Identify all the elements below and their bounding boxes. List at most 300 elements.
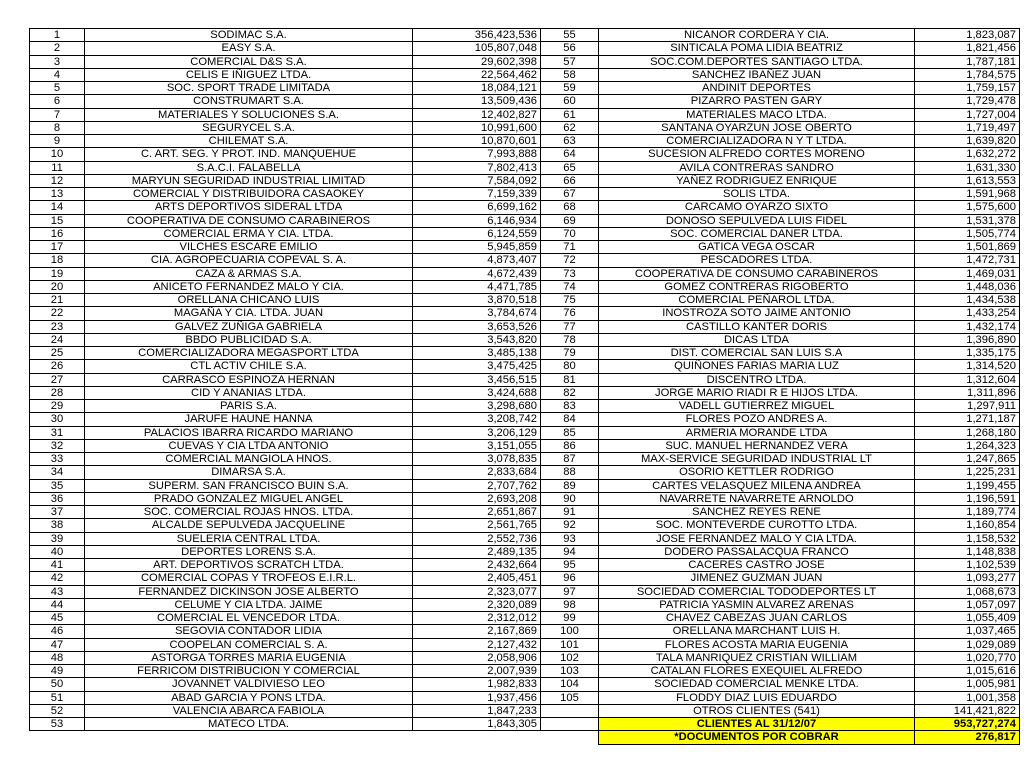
client-name-cell: CACERES CASTRO JOSE xyxy=(599,559,915,572)
table-row xyxy=(30,479,1020,492)
client-name-cell: ORELLANA CHICANO LUIS xyxy=(85,294,413,307)
rank-cell: 21 xyxy=(30,294,85,307)
amount-cell: 1,787,181 xyxy=(915,55,1020,68)
amount-cell: 2,405,451 xyxy=(413,572,541,585)
rank-cell: 8 xyxy=(30,121,85,134)
client-name-cell: SOC. MONTEVERDE CUROTTO LTDA. xyxy=(599,519,915,532)
rank-cell: 66 xyxy=(541,174,599,187)
table-row xyxy=(30,625,1020,638)
rank-cell: 86 xyxy=(541,439,599,452)
client-name-cell: MARYUN SEGURIDAD INDUSTRIAL LIMITAD xyxy=(85,174,413,187)
client-name-cell: ASTORGA TORRES MARIA EUGENIA xyxy=(85,651,413,664)
amount-cell: 1,632,272 xyxy=(915,148,1020,161)
client-name-cell: INOSTROZA SOTO JAIME ANTONIO xyxy=(599,307,915,320)
rank-cell: 51 xyxy=(30,691,85,704)
rank-cell: 28 xyxy=(30,386,85,399)
amount-cell: 1,501,869 xyxy=(915,241,1020,254)
table-row xyxy=(30,307,1020,320)
rank-cell: 98 xyxy=(541,598,599,611)
amount-cell: 356,423,536 xyxy=(413,29,541,42)
client-name-cell: MATERIALES Y SOLUCIONES S.A. xyxy=(85,108,413,121)
amount-cell: 1,057,097 xyxy=(915,598,1020,611)
amount-cell: 1,982,833 xyxy=(413,678,541,691)
rank-cell: 68 xyxy=(541,201,599,214)
table-row xyxy=(30,718,1020,731)
client-name-cell: COOPERATIVA DE CONSUMO CARABINEROS xyxy=(599,267,915,280)
client-name-cell: CARRASCO ESPINOZA HERNAN xyxy=(85,373,413,386)
amount-cell: 1,264,323 xyxy=(915,439,1020,452)
client-name-cell: CTL ACTIV CHILE S.A. xyxy=(85,360,413,373)
client-name-cell: ART. DEPORTIVOS SCRATCH LTDA. xyxy=(85,559,413,572)
client-name-cell: PRADO GONZALEZ MIGUEL ANGEL xyxy=(85,492,413,505)
amount-cell: 2,127,432 xyxy=(413,638,541,651)
table-row xyxy=(30,585,1020,598)
client-name-cell: PIZARRO PASTEN GARY xyxy=(599,95,915,108)
amount-cell: 1,719,497 xyxy=(915,121,1020,134)
client-name-cell: OSORIO KETTLER RODRIGO xyxy=(599,466,915,479)
rank-cell: 37 xyxy=(30,506,85,519)
client-name-cell: CID Y ANANIAS LTDA. xyxy=(85,386,413,399)
client-name-cell: COOPELAN COMERCIAL S. A. xyxy=(85,638,413,651)
table-row xyxy=(30,135,1020,148)
amount-cell: 1,199,455 xyxy=(915,479,1020,492)
table-row xyxy=(30,532,1020,545)
rank-cell: 24 xyxy=(30,333,85,346)
amount-cell: 2,312,012 xyxy=(413,612,541,625)
amount-cell: 4,471,785 xyxy=(413,280,541,293)
table-row xyxy=(30,188,1020,201)
table-row xyxy=(30,373,1020,386)
table-row xyxy=(30,598,1020,611)
client-name-cell: PALACIOS IBARRA RICARDO MARIANO xyxy=(85,426,413,439)
rank-cell: 60 xyxy=(541,95,599,108)
client-name-cell: QUIÑONES FARIAS MARIA LUZ xyxy=(599,360,915,373)
rank-cell: 44 xyxy=(30,598,85,611)
table-row xyxy=(30,108,1020,121)
client-name-cell: ARTS DEPORTIVOS SIDERAL LTDA xyxy=(85,201,413,214)
amount-cell: 2,058,906 xyxy=(413,651,541,664)
amount-cell: 1,020,770 xyxy=(915,651,1020,664)
table-row xyxy=(30,254,1020,267)
amount-cell: 2,561,765 xyxy=(413,519,541,532)
clients-table-body xyxy=(30,29,1020,745)
rank-cell: 40 xyxy=(30,545,85,558)
rank-cell: 17 xyxy=(30,241,85,254)
rank-cell: 11 xyxy=(30,161,85,174)
rank-cell: 102 xyxy=(541,651,599,664)
rank-cell: 58 xyxy=(541,68,599,81)
client-name-cell: MAGAÑA Y CIA. LTDA. JUAN xyxy=(85,307,413,320)
client-name-cell: COOPERATIVA DE CONSUMO CARABINEROS xyxy=(85,214,413,227)
client-name-cell: PESCADORES LTDA. xyxy=(599,254,915,267)
client-name-cell: NICANOR CORDERA Y CIA. xyxy=(599,29,915,42)
amount-cell: 2,707,762 xyxy=(413,479,541,492)
rank-cell: 5 xyxy=(30,82,85,95)
rank-cell: 69 xyxy=(541,214,599,227)
table-row xyxy=(30,29,1020,42)
rank-cell: 30 xyxy=(30,413,85,426)
table-row xyxy=(30,492,1020,505)
rank-cell: 39 xyxy=(30,532,85,545)
table-row xyxy=(30,227,1020,240)
client-name-cell: COMERCIAL COPAS Y TROFEOS E.I.R.L. xyxy=(85,572,413,585)
amount-cell: 1,759,157 xyxy=(915,82,1020,95)
client-name-cell: SANTANA OYARZUN JOSE OBERTO xyxy=(599,121,915,134)
client-name-cell: SEGOVIA CONTADOR LIDIA xyxy=(85,625,413,638)
table-row xyxy=(30,413,1020,426)
rank-cell: 18 xyxy=(30,254,85,267)
client-name-cell: SOC. SPORT TRADE LIMITADA xyxy=(85,82,413,95)
rank-cell: 57 xyxy=(541,55,599,68)
rank-cell: 72 xyxy=(541,254,599,267)
amount-cell: 7,993,888 xyxy=(413,148,541,161)
client-name-cell: JIMENEZ GUZMAN JUAN xyxy=(599,572,915,585)
client-name-cell: SANCHEZ IBAÑEZ JUAN xyxy=(599,68,915,81)
amount-cell: 1,823,087 xyxy=(915,29,1020,42)
amount-cell: 2,432,664 xyxy=(413,559,541,572)
amount-cell: 1,225,231 xyxy=(915,466,1020,479)
rank-cell: 59 xyxy=(541,82,599,95)
amount-cell: 1,247,865 xyxy=(915,453,1020,466)
amount-cell: 141,421,822 xyxy=(915,704,1020,717)
rank-cell: 41 xyxy=(30,559,85,572)
amount-cell: 7,584,092 xyxy=(413,174,541,187)
amount-cell: 1,102,539 xyxy=(915,559,1020,572)
client-name-cell: SEGURYCEL S.A. xyxy=(85,121,413,134)
client-name-cell: SODIMAC S.A. xyxy=(85,29,413,42)
rank-cell: 45 xyxy=(30,612,85,625)
amount-cell: 3,784,674 xyxy=(413,307,541,320)
rank-cell: 48 xyxy=(30,651,85,664)
client-name-cell: GOMEZ CONTRERAS RIGOBERTO xyxy=(599,280,915,293)
amount-cell: 6,699,162 xyxy=(413,201,541,214)
rank-cell: 1 xyxy=(30,29,85,42)
rank-cell: 87 xyxy=(541,453,599,466)
client-name-cell: SUCESION ALFREDO CORTES MORENO xyxy=(599,148,915,161)
amount-cell: 1,093,277 xyxy=(915,572,1020,585)
rank-cell: 12 xyxy=(30,174,85,187)
empty-cell xyxy=(30,731,85,744)
rank-cell: 88 xyxy=(541,466,599,479)
rank-cell: 22 xyxy=(30,307,85,320)
rank-cell: 3 xyxy=(30,55,85,68)
amount-cell: 1,001,358 xyxy=(915,691,1020,704)
rank-cell: 10 xyxy=(30,148,85,161)
client-name-cell: CONSTRUMART S.A. xyxy=(85,95,413,108)
clients-table xyxy=(29,28,1020,745)
table-row xyxy=(30,545,1020,558)
client-name-cell: SOLIS LTDA. xyxy=(599,188,915,201)
rank-cell: 84 xyxy=(541,413,599,426)
table-row xyxy=(30,519,1020,532)
rank-cell: 33 xyxy=(30,453,85,466)
table-row xyxy=(30,280,1020,293)
amount-cell: 1,148,838 xyxy=(915,545,1020,558)
client-name-cell: PARIS S.A. xyxy=(85,400,413,413)
table-row xyxy=(30,453,1020,466)
amount-cell: 1,432,174 xyxy=(915,320,1020,333)
client-name-cell: DEPORTES LORENS S.A. xyxy=(85,545,413,558)
footer-row xyxy=(30,731,1020,744)
amount-cell: 1,029,089 xyxy=(915,638,1020,651)
rank-cell: 77 xyxy=(541,320,599,333)
rank-cell: 76 xyxy=(541,307,599,320)
client-name-cell: EASY S.A. xyxy=(85,42,413,55)
amount-cell: 1,335,175 xyxy=(915,347,1020,360)
amount-cell: 1,784,575 xyxy=(915,68,1020,81)
rank-cell: 38 xyxy=(30,519,85,532)
empty-cell xyxy=(85,731,413,744)
rank-cell: 96 xyxy=(541,572,599,585)
client-name-cell: DIST. COMERCIAL SAN LUIS S.A xyxy=(599,347,915,360)
table-row xyxy=(30,320,1020,333)
client-name-cell: CAZA & ARMAS S.A. xyxy=(85,267,413,280)
table-row xyxy=(30,466,1020,479)
client-name-cell: GATICA VEGA OSCAR xyxy=(599,241,915,254)
client-name-cell: SINTICALA POMA LIDIA BEATRIZ xyxy=(599,42,915,55)
table-row xyxy=(30,691,1020,704)
rank-cell: 42 xyxy=(30,572,85,585)
client-name-cell: FERNANDEZ DICKINSON JOSE ALBERTO xyxy=(85,585,413,598)
rank-cell: 81 xyxy=(541,373,599,386)
client-name-cell: AVILA CONTRERAS SANDRO xyxy=(599,161,915,174)
client-name-cell: COMERCIAL ERMA Y CIA. LTDA. xyxy=(85,227,413,240)
amount-cell: 1,729,478 xyxy=(915,95,1020,108)
client-name-cell: DICAS LTDA xyxy=(599,333,915,346)
rank-cell: 93 xyxy=(541,532,599,545)
amount-cell: 1,196,591 xyxy=(915,492,1020,505)
empty-cell xyxy=(541,731,599,744)
client-name-cell: CARCAMO OYARZO SIXTO xyxy=(599,201,915,214)
amount-cell: 6,124,559 xyxy=(413,227,541,240)
table-row xyxy=(30,612,1020,625)
amount-cell: 1,037,465 xyxy=(915,625,1020,638)
amount-cell: 3,151,055 xyxy=(413,439,541,452)
amount-cell: 3,206,129 xyxy=(413,426,541,439)
rank-cell: 91 xyxy=(541,506,599,519)
empty-cell xyxy=(413,731,541,744)
client-name-cell: ANICETO FERNANDEZ MALO Y CIA. xyxy=(85,280,413,293)
rank-cell: 90 xyxy=(541,492,599,505)
client-name-cell: GALVEZ ZUÑIGA GABRIELA xyxy=(85,320,413,333)
amount-cell: 1,531,378 xyxy=(915,214,1020,227)
amount-cell: 3,456,515 xyxy=(413,373,541,386)
rank-cell: 67 xyxy=(541,188,599,201)
client-name-cell: COMERCIAL PEÑAROL LTDA. xyxy=(599,294,915,307)
table-row xyxy=(30,426,1020,439)
table-row xyxy=(30,651,1020,664)
rank-cell: 80 xyxy=(541,360,599,373)
client-name-cell: CATALAN FLORES EXEQUIEL ALFREDO xyxy=(599,665,915,678)
amount-cell: 1,005,981 xyxy=(915,678,1020,691)
total-value-cell: 953,727,274 xyxy=(915,718,1020,731)
amount-cell: 1,937,456 xyxy=(413,691,541,704)
rank-cell: 14 xyxy=(30,201,85,214)
client-name-cell: SOCIEDAD COMERCIAL MENKE LTDA. xyxy=(599,678,915,691)
rank-cell: 49 xyxy=(30,665,85,678)
rank-cell: 73 xyxy=(541,267,599,280)
client-name-cell: COMERCIAL EL VENCEDOR LTDA. xyxy=(85,612,413,625)
rank-cell: 62 xyxy=(541,121,599,134)
rank-cell: 23 xyxy=(30,320,85,333)
client-name-cell: CUEVAS Y CIA LTDA ANTONIO xyxy=(85,439,413,452)
rank-cell: 19 xyxy=(30,267,85,280)
client-name-cell: MATERIALES MACO LTDA. xyxy=(599,108,915,121)
amount-cell: 1,727,004 xyxy=(915,108,1020,121)
client-name-cell: DONOSO SEPULVEDA LUIS FIDEL xyxy=(599,214,915,227)
table-row xyxy=(30,42,1020,55)
client-name-cell: JARUFE HAUNE HANNA xyxy=(85,413,413,426)
table-row xyxy=(30,294,1020,307)
table-row xyxy=(30,95,1020,108)
rank-cell: 71 xyxy=(541,241,599,254)
rank-cell: 15 xyxy=(30,214,85,227)
rank-cell: 53 xyxy=(30,718,85,731)
client-name-cell: JOSE FERNANDEZ MALO Y CIA LTDA. xyxy=(599,532,915,545)
amount-cell: 1,055,409 xyxy=(915,612,1020,625)
table-row xyxy=(30,400,1020,413)
rank-cell: 101 xyxy=(541,638,599,651)
amount-cell: 3,870,518 xyxy=(413,294,541,307)
client-name-cell: CHILEMAT S.A. xyxy=(85,135,413,148)
rank-cell: 13 xyxy=(30,188,85,201)
documents-label-cell: *DOCUMENTOS POR COBRAR xyxy=(599,731,915,744)
amount-cell: 10,991,600 xyxy=(413,121,541,134)
table-row xyxy=(30,201,1020,214)
rank-cell: 46 xyxy=(30,625,85,638)
amount-cell: 1,575,600 xyxy=(915,201,1020,214)
rank-cell: 63 xyxy=(541,135,599,148)
rank-cell: 9 xyxy=(30,135,85,148)
amount-cell: 2,323,077 xyxy=(413,585,541,598)
amount-cell: 1,639,820 xyxy=(915,135,1020,148)
rank-cell: 104 xyxy=(541,678,599,691)
client-name-cell: COMERCIAL D&S S.A. xyxy=(85,55,413,68)
client-name-cell: VILCHES ESCARE EMILIO xyxy=(85,241,413,254)
rank-cell: 89 xyxy=(541,479,599,492)
client-name-cell: SUC. MANUEL HERNANDEZ VERA xyxy=(599,439,915,452)
client-name-cell: COMERCIALIZADORA N Y T LTDA. xyxy=(599,135,915,148)
rank-cell: 61 xyxy=(541,108,599,121)
amount-cell: 29,602,398 xyxy=(413,55,541,68)
amount-cell: 12,402,827 xyxy=(413,108,541,121)
client-name-cell: COMERCIAL Y DISTRIBUIDORA CASAOKEY xyxy=(85,188,413,201)
rank-cell: 82 xyxy=(541,386,599,399)
rank-cell: 31 xyxy=(30,426,85,439)
client-name-cell: ABAD GARCIA Y PONS LTDA. xyxy=(85,691,413,704)
client-name-cell: JOVANNET VALDIVIESO LEO xyxy=(85,678,413,691)
rank-cell: 16 xyxy=(30,227,85,240)
table-row xyxy=(30,665,1020,678)
amount-cell: 1,433,254 xyxy=(915,307,1020,320)
table-row xyxy=(30,333,1020,346)
rank-cell: 100 xyxy=(541,625,599,638)
client-name-cell: CELIS E IÑIGUEZ LTDA. xyxy=(85,68,413,81)
rank-cell: 20 xyxy=(30,280,85,293)
amount-cell: 1,469,031 xyxy=(915,267,1020,280)
rank-cell: 36 xyxy=(30,492,85,505)
client-name-cell: SOCIEDAD COMERCIAL TODODEPORTES LT xyxy=(599,585,915,598)
amount-cell: 1,189,774 xyxy=(915,506,1020,519)
client-name-cell: COMERCIAL MANGIOLA HNOS. xyxy=(85,453,413,466)
amount-cell: 1,314,520 xyxy=(915,360,1020,373)
amount-cell: 1,448,036 xyxy=(915,280,1020,293)
rank-cell: 83 xyxy=(541,400,599,413)
rank-cell: 103 xyxy=(541,665,599,678)
client-name-cell: ANDINIT DEPORTES xyxy=(599,82,915,95)
rank-cell: 2 xyxy=(30,42,85,55)
amount-cell: 3,653,526 xyxy=(413,320,541,333)
amount-cell: 3,485,138 xyxy=(413,347,541,360)
amount-cell: 13,509,436 xyxy=(413,95,541,108)
table-row xyxy=(30,386,1020,399)
table-row xyxy=(30,82,1020,95)
amount-cell: 2,651,867 xyxy=(413,506,541,519)
rank-cell: 25 xyxy=(30,347,85,360)
client-name-cell: SANCHEZ REYES RENE xyxy=(599,506,915,519)
table-row xyxy=(30,148,1020,161)
client-name-cell: YAÑEZ RODRIGUEZ ENRIQUE xyxy=(599,174,915,187)
rank-cell: 56 xyxy=(541,42,599,55)
rank-cell: 4 xyxy=(30,68,85,81)
amount-cell: 22,564,462 xyxy=(413,68,541,81)
amount-cell: 2,167,869 xyxy=(413,625,541,638)
client-name-cell: FLODDY DIAZ LUIS EDUARDO xyxy=(599,691,915,704)
amount-cell: 1,847,233 xyxy=(413,704,541,717)
rank-cell: 34 xyxy=(30,466,85,479)
client-name-cell: ARMERIA MORANDE LTDA xyxy=(599,426,915,439)
amount-cell: 105,807,048 xyxy=(413,42,541,55)
client-name-cell: DISCENTRO LTDA. xyxy=(599,373,915,386)
amount-cell: 1,843,305 xyxy=(413,718,541,731)
amount-cell: 2,833,684 xyxy=(413,466,541,479)
client-name-cell: OTROS CLIENTES (541) xyxy=(599,704,915,717)
client-name-cell: JORGE MARIO RIADI R E HIJOS LTDA. xyxy=(599,386,915,399)
client-name-cell: MATECO LTDA. xyxy=(85,718,413,731)
amount-cell: 4,672,439 xyxy=(413,267,541,280)
rank-cell: 74 xyxy=(541,280,599,293)
client-name-cell: S.A.C.I. FALABELLA xyxy=(85,161,413,174)
amount-cell: 5,945,859 xyxy=(413,241,541,254)
amount-cell: 1,613,553 xyxy=(915,174,1020,187)
rank-cell: 105 xyxy=(541,691,599,704)
amount-cell: 4,873,407 xyxy=(413,254,541,267)
rank-cell: 78 xyxy=(541,333,599,346)
amount-cell: 1,591,968 xyxy=(915,188,1020,201)
table-row xyxy=(30,161,1020,174)
amount-cell: 2,320,089 xyxy=(413,598,541,611)
rank-cell: 97 xyxy=(541,585,599,598)
amount-cell: 1,297,911 xyxy=(915,400,1020,413)
rank-cell: 70 xyxy=(541,227,599,240)
amount-cell: 1,160,854 xyxy=(915,519,1020,532)
rank-cell: 95 xyxy=(541,559,599,572)
client-name-cell: SOC. COMERCIAL DANER LTDA. xyxy=(599,227,915,240)
rank-cell: 26 xyxy=(30,360,85,373)
table-row xyxy=(30,55,1020,68)
client-name-cell: SOC.COM.DEPORTES SANTIAGO LTDA. xyxy=(599,55,915,68)
rank-cell xyxy=(541,704,599,717)
table-row xyxy=(30,68,1020,81)
rank-cell: 29 xyxy=(30,400,85,413)
client-name-cell: BBDO PUBLICIDAD S.A. xyxy=(85,333,413,346)
amount-cell: 1,396,890 xyxy=(915,333,1020,346)
rank-cell: 55 xyxy=(541,29,599,42)
amount-cell: 10,870,601 xyxy=(413,135,541,148)
amount-cell: 1,505,774 xyxy=(915,227,1020,240)
amount-cell: 1,068,673 xyxy=(915,585,1020,598)
client-name-cell: SUPERM. SAN FRANCISCO BUIN S.A. xyxy=(85,479,413,492)
